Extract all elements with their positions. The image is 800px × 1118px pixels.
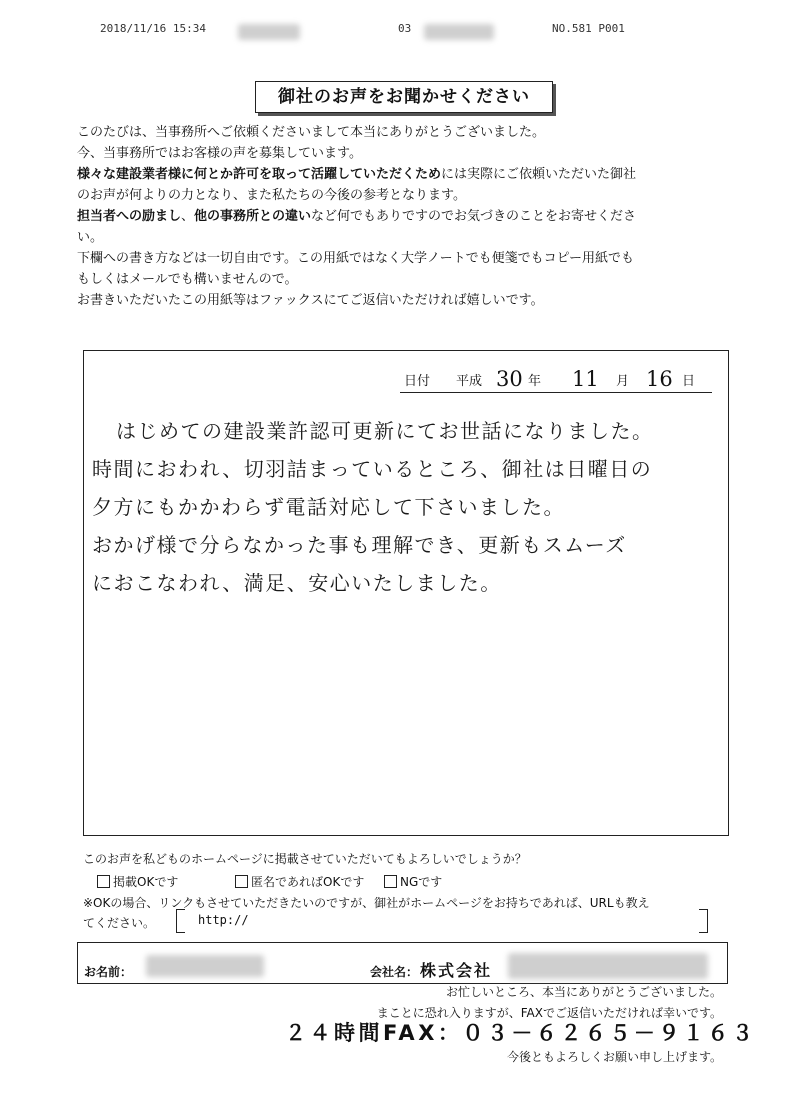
footer-thanks: お忙しいところ、本当にありがとうございました。	[445, 985, 722, 999]
checkbox-icon[interactable]	[97, 875, 110, 888]
option-publish-ok[interactable]	[97, 873, 178, 890]
intro-line: お書きいただいたこの用紙等はファックスにてご返信いただければ嬉しいです。	[77, 293, 544, 308]
option-label: NGです	[400, 875, 443, 889]
intro-line: のお声が何よりの力となり、また私たちの今後の参考となります。	[77, 188, 466, 203]
note-line: てください。	[83, 916, 156, 930]
intro-line: 下欄への書き方などは一切自由です。この用紙ではなく大学ノートでも便箋でもコピー用紙でも	[77, 251, 635, 266]
consent-question: このお声を私どものホームページに掲載させていただいてもよろしいでしょうか？	[83, 852, 527, 866]
comment-line: 時間におわれ、切羽詰まっているところ、御社は日曜日の	[92, 457, 653, 481]
company-name: 株式会社	[420, 961, 493, 980]
date-month-unit: 月	[616, 374, 630, 389]
footer-closing: 今後ともよろしくお願い申し上げます。	[506, 1050, 722, 1064]
url-prefix: http://	[198, 913, 249, 927]
option-label: 掲載OKです	[113, 875, 179, 889]
intro-text	[77, 122, 737, 311]
date-year-unit: 年	[528, 374, 542, 389]
intro-line: 担当者への励まし、他の事務所との違いなど何でもありですのでお気づきのことをお寄せくださ	[77, 209, 637, 224]
company-label: 会社名：	[370, 965, 419, 979]
date-label: 日付	[404, 374, 431, 389]
intro-line: このたびは、当事務所へご依頼くださいまして本当にありがとうございました。	[77, 125, 546, 140]
intro-line: 様々な建設業者様に何とか許可を取って活躍していただくためには実際にご依頼いただいた御社	[77, 167, 637, 182]
comment-line: におこなわれ、満足、安心いたしました。	[92, 571, 502, 595]
checkbox-icon[interactable]	[384, 875, 397, 888]
date-day-unit: 日	[682, 374, 696, 389]
date-era: 平成	[456, 374, 483, 389]
redacted-block	[424, 24, 494, 40]
handwritten-comment	[92, 412, 722, 602]
redacted-company	[508, 953, 708, 979]
page-title: 御社のお声をお聞かせください	[255, 81, 553, 113]
intro-line: い。	[77, 230, 104, 245]
checkbox-icon[interactable]	[235, 875, 248, 888]
footer-request: まことに恐れ入りますが、FAXでご返信いただければ幸いです。	[376, 1006, 722, 1020]
comment-line: 夕方にもかかわらず電話対応して下さいました。	[92, 495, 565, 519]
redacted-block	[238, 24, 300, 40]
date-month: 11	[572, 367, 599, 391]
intro-line: 今、当事務所ではお客様の声を募集しています。	[77, 146, 362, 161]
date-day: 16	[646, 367, 673, 391]
fax-header	[0, 22, 800, 42]
intro-line: もしくはメールでも構いませんので。	[77, 272, 298, 287]
fax-datetime: 2018/11/16 15:34	[100, 22, 206, 35]
option-label: 匿名であればOKです	[251, 875, 365, 889]
bracket-left	[176, 909, 185, 933]
bracket-right	[699, 909, 708, 933]
option-ng[interactable]	[384, 873, 442, 890]
date-year: 30	[496, 367, 523, 391]
comment-line: おかげ様で分らなかった事も理解でき、更新もスムーズ	[92, 533, 627, 557]
fax-number: ２４時間FAX：０３－６２６５－９１６３	[285, 1021, 757, 1045]
note-line: ※OKの場合、リンクもさせていただきたいのですが、御社がホームページをお持ちであれば、URLも教え	[83, 896, 650, 910]
fax-number-prefix: 03	[398, 22, 412, 35]
option-anonymous-ok[interactable]	[235, 873, 364, 890]
redacted-name	[146, 955, 264, 977]
fax-page-number: NO.581 P001	[552, 22, 625, 35]
comment-line: はじめての建設業許認可更新にてお世話になりました。	[116, 419, 654, 443]
signature-box	[77, 942, 728, 984]
url-field[interactable]	[176, 909, 708, 935]
date-line	[400, 368, 712, 393]
name-label: お名前：	[84, 965, 133, 979]
